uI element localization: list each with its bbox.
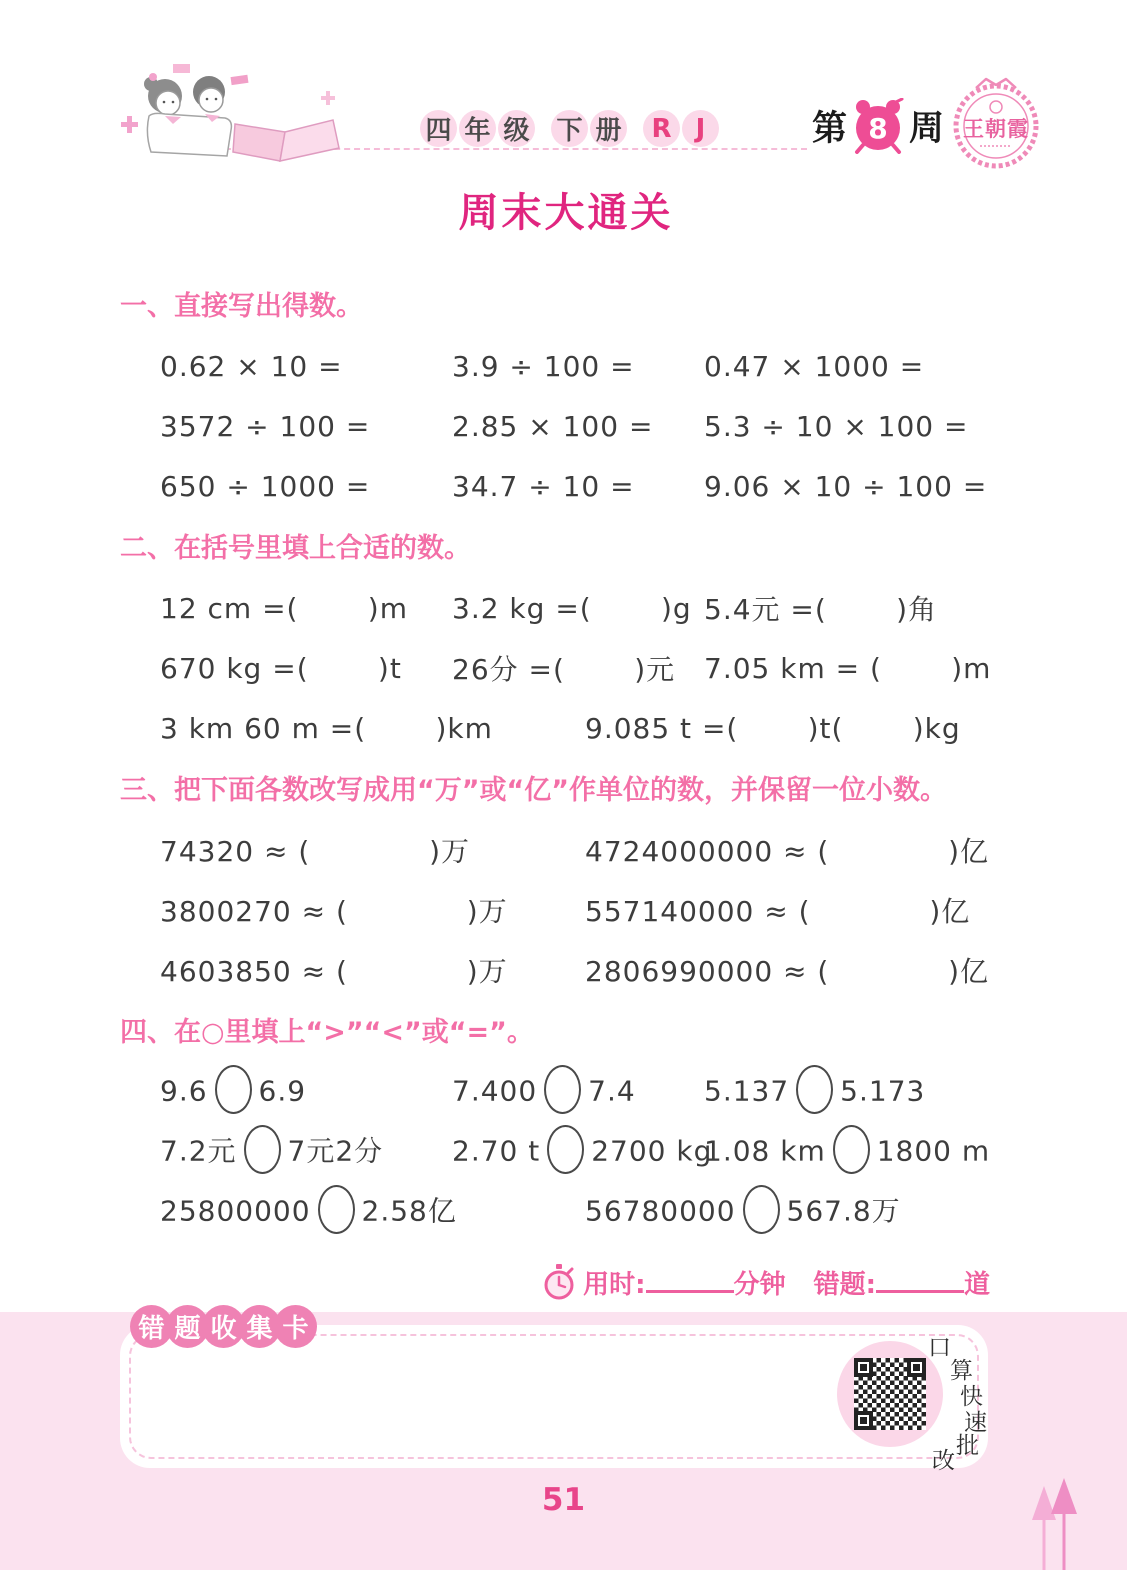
problem: 9.085 t =( )t( )kg — [585, 711, 961, 745]
problem — [160, 1068, 452, 1117]
problem: 3.9 ÷ 100 = — [452, 349, 635, 383]
problem-row — [160, 1122, 1012, 1182]
compare-right: 2.58亿 — [361, 1194, 457, 1227]
compare-left: 25800000 — [160, 1194, 311, 1227]
card-title-char: 题 — [166, 1305, 209, 1348]
section-heading: 一、直接写出得数。 — [120, 291, 363, 322]
problem — [704, 1068, 1012, 1117]
grade-char: 四 — [420, 110, 457, 147]
grade-char: 级 — [498, 110, 535, 147]
sections — [120, 288, 1012, 1242]
compare-right: 7.4 — [588, 1074, 636, 1107]
section-heading: 三、把下面各数改写成用“万”或“亿”作单位的数，并保留一位小数。 — [120, 775, 947, 806]
problem-row — [160, 1062, 1012, 1122]
problem-row — [160, 638, 1012, 698]
grade-char: 册 — [590, 110, 627, 147]
comparison-circle — [318, 1185, 355, 1234]
qr-caption-char: 速 — [964, 1410, 987, 1436]
problem-row — [160, 820, 1012, 880]
section-heading: 二、在括号里填上合适的数。 — [120, 533, 471, 564]
logo-text: 王朝霞 — [963, 117, 1029, 141]
compare-right: 7元2分 — [287, 1134, 384, 1167]
qr-caption-char: 口 — [928, 1335, 951, 1361]
card-title-char: 错 — [130, 1305, 173, 1348]
grade-char: J — [682, 110, 719, 147]
compare-right: 5.173 — [840, 1074, 926, 1107]
problem: 74320 ≈ ( )万 — [160, 835, 470, 868]
problem — [585, 1188, 1012, 1237]
comparison-circle — [796, 1065, 833, 1114]
comparison-circle — [833, 1125, 870, 1174]
problem-row — [160, 1182, 1012, 1242]
problem: 5.4元 =( )角 — [704, 593, 938, 626]
week-prefix: 第 — [812, 109, 848, 149]
grade-label — [420, 110, 721, 147]
section-1 — [120, 288, 1012, 516]
compare-right: 1800 m — [876, 1134, 991, 1167]
problem: 0.62 × 10 = — [160, 349, 343, 383]
problem: 7.05 km = ( )m — [704, 651, 992, 685]
grade-char: R — [643, 110, 680, 147]
problem-row — [160, 940, 1012, 1000]
alarm-clock-icon — [852, 98, 904, 154]
problem — [452, 1128, 713, 1177]
compare-left: 5.137 — [704, 1074, 790, 1107]
qr-caption — [120, 1325, 988, 1474]
compare-right: 6.9 — [258, 1074, 307, 1107]
problem — [704, 1128, 1012, 1177]
problem-row — [160, 578, 1012, 638]
problem-row — [160, 880, 1012, 940]
grade-char: 下 — [551, 110, 588, 147]
comparison-circle — [743, 1185, 780, 1234]
qr-caption-char: 算 — [950, 1358, 973, 1384]
comparison-circle — [244, 1125, 281, 1174]
section-4 — [120, 1014, 1012, 1242]
problem: 3.2 kg =( )g — [452, 591, 692, 625]
qr-caption-char: 批 — [956, 1433, 979, 1459]
wrong-label: 错题: — [813, 1270, 876, 1300]
mistake-collection-card — [120, 1314, 988, 1474]
page-number: 51 — [541, 1482, 586, 1518]
minutes-blank — [646, 1266, 734, 1293]
grade-char: 年 — [459, 110, 496, 147]
problem: 650 ÷ 1000 = — [160, 469, 371, 503]
problem: 4603850 ≈ ( )万 — [160, 955, 508, 988]
qr-caption-char: 快 — [960, 1384, 983, 1410]
problem: 3 km 60 m =( )km — [160, 711, 493, 745]
page-title: 周末大通关 — [458, 190, 674, 236]
timer-line — [120, 1264, 1012, 1301]
compare-left: 56780000 — [585, 1194, 736, 1227]
problem — [160, 1128, 452, 1177]
compare-left: 7.2元 — [160, 1134, 237, 1167]
problem: 4724000000 ≈ ( )亿 — [585, 835, 990, 868]
problem: 0.47 × 1000 = — [704, 349, 925, 383]
compare-right: 2700 kg — [591, 1134, 713, 1167]
timer-unit: 分钟 — [733, 1270, 786, 1300]
problem: 670 kg =( )t — [160, 651, 402, 685]
problem: 34.7 ÷ 10 = — [452, 469, 635, 503]
problem: 5.3 ÷ 10 × 100 = — [704, 409, 969, 443]
problem-row — [160, 698, 1012, 758]
section-heading: 四、在○里填上“>”“<”或“=”。 — [120, 1017, 534, 1048]
timer-label: 用时: — [583, 1270, 646, 1300]
problem: 3572 ÷ 100 = — [160, 409, 371, 443]
section-3 — [120, 772, 1012, 1000]
qr-caption-char: 改 — [932, 1448, 955, 1474]
problem: 2806990000 ≈ ( )亿 — [585, 955, 990, 988]
wrong-count-blank — [876, 1266, 964, 1293]
problem: 557140000 ≈ ( )亿 — [585, 895, 971, 928]
card-title-char: 集 — [238, 1305, 281, 1348]
kids-illustration — [113, 64, 368, 164]
compare-left: 2.70 t — [452, 1134, 541, 1167]
problem: 26分 =( )元 — [452, 653, 676, 686]
problem-row — [160, 396, 1012, 456]
comparison-circle — [215, 1065, 252, 1114]
card-title-char: 卡 — [274, 1305, 317, 1348]
section-2 — [120, 530, 1012, 758]
week-suffix: 周 — [909, 109, 945, 149]
comparison-circle — [544, 1065, 581, 1114]
week-number: 8 — [868, 112, 888, 145]
decor-arrows — [1017, 1478, 1097, 1570]
problem: 2.85 × 100 = — [452, 409, 654, 443]
wrong-unit: 道 — [963, 1270, 990, 1300]
problem: 9.06 × 10 ÷ 100 = — [704, 469, 988, 503]
problem: 3800270 ≈ ( )万 — [160, 895, 508, 928]
compare-left: 7.400 — [452, 1074, 538, 1107]
compare-left: 1.08 km — [704, 1134, 826, 1167]
brand-logo — [950, 74, 1042, 170]
problem-row — [160, 456, 1012, 516]
comparison-circle — [547, 1125, 584, 1174]
week-badge — [812, 98, 944, 154]
worksheet-content — [120, 170, 1012, 1301]
stopwatch-icon — [543, 1264, 575, 1300]
problem — [160, 1188, 585, 1237]
compare-left: 9.6 — [160, 1074, 208, 1107]
compare-right: 567.8万 — [786, 1194, 901, 1227]
problem-row — [160, 336, 1012, 396]
card-title-char: 收 — [202, 1305, 245, 1348]
problem — [452, 1068, 704, 1117]
problem: 12 cm =( )m — [160, 591, 408, 625]
